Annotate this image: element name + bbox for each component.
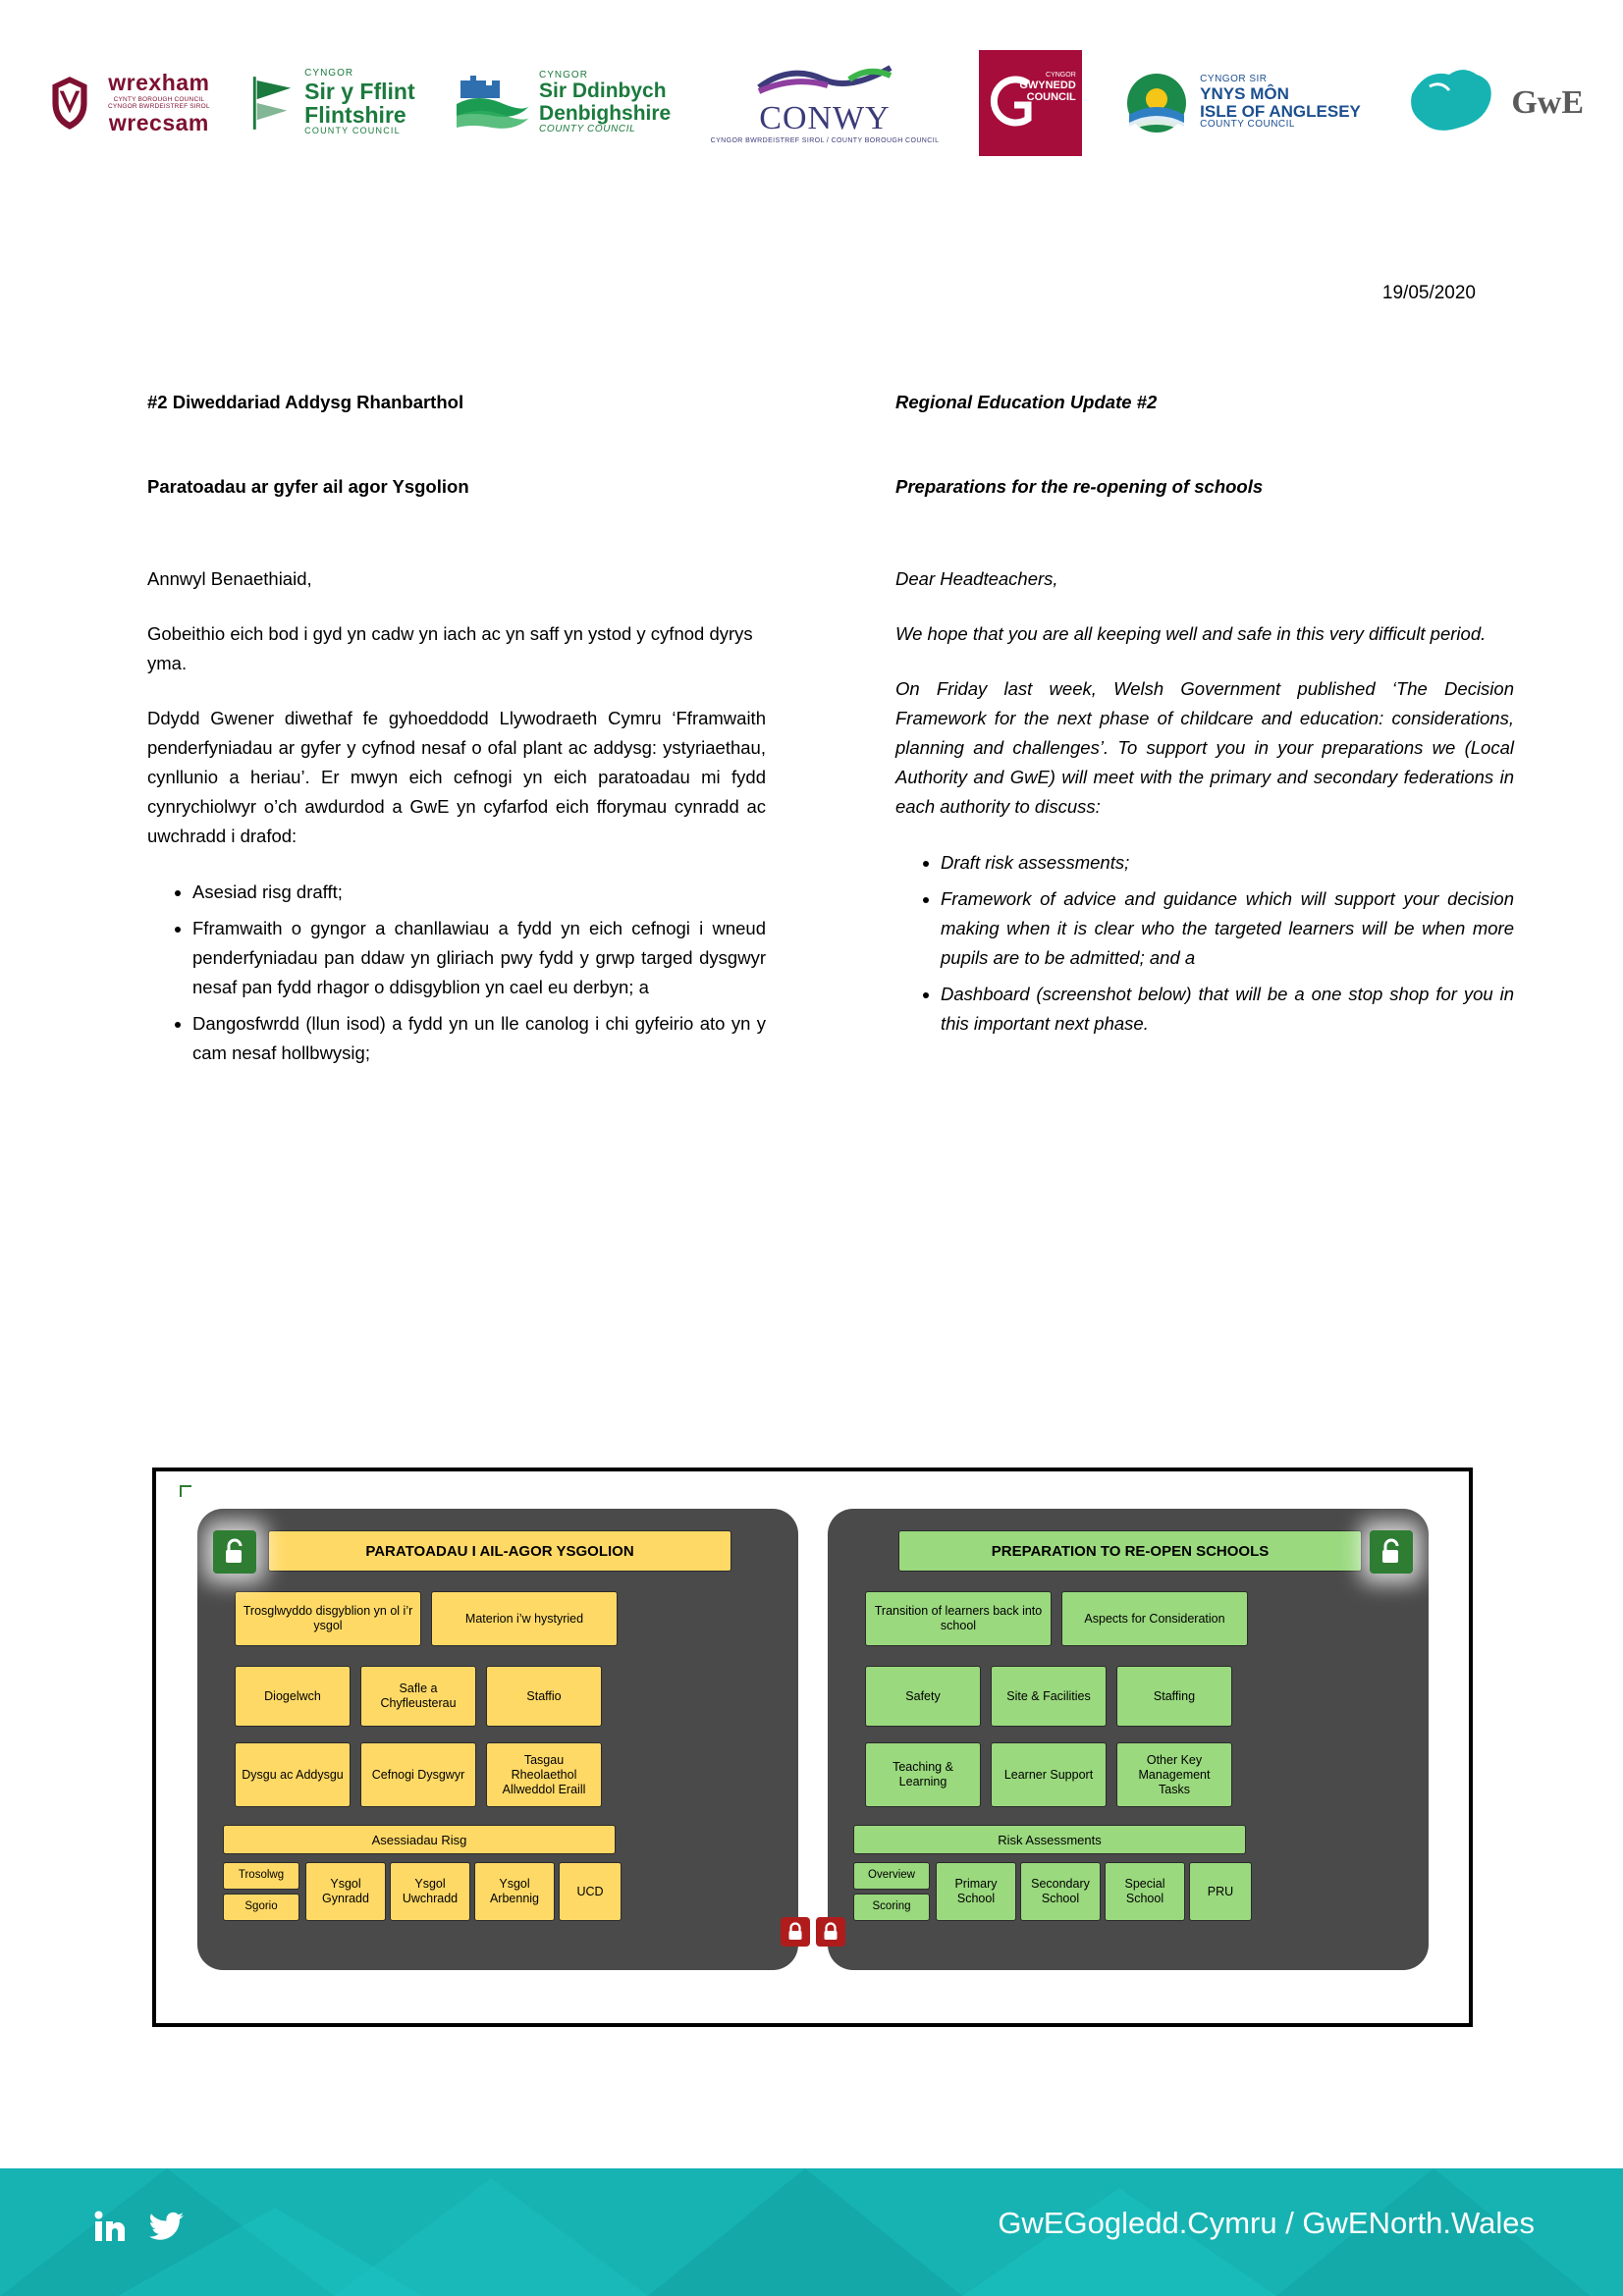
tile-pru-en[interactable]: PRU	[1189, 1862, 1252, 1921]
welsh-bullet-list	[147, 877, 766, 1068]
welsh-salutation: Annwyl Benaethiaid,	[147, 567, 312, 589]
wrexham-sub-cy: CYNGOR BWRDEISTREF SIROL	[108, 102, 210, 110]
tile-considerations-en[interactable]: Aspects for Consideration	[1061, 1591, 1248, 1646]
wrexham-name-en: wrecsam	[108, 109, 209, 135]
twitter-bird-glyph-icon	[148, 2210, 186, 2243]
letter-date: 19/05/2020	[1381, 283, 1476, 303]
english-bullet-list	[895, 847, 1514, 1039]
english-panel-title: PREPARATION TO RE-OPEN SCHOOLS	[898, 1530, 1362, 1572]
unlocked-padlock-glyph-icon	[222, 1538, 247, 1566]
denbighshire-cyngor: CYNGOR	[539, 69, 588, 80]
tile-secondary-cy[interactable]: Ysgol Uwchradd	[390, 1862, 470, 1921]
english-para-1: We hope that you are all keeping well and safe in this very difficult period.	[895, 622, 1487, 644]
list-item: • Asesiad risg drafft;	[192, 877, 766, 907]
tile-transition-cy[interactable]: Trosglwyddo disgyblion yn ol i’r ysgol	[235, 1591, 421, 1646]
locked-padlock-icon-english[interactable]	[816, 1917, 845, 1947]
flintshire-name-cy: Sir y Fflint	[304, 78, 415, 104]
flintshire-flag-icon	[249, 75, 297, 132]
tile-teaching-learning-cy[interactable]: Dysgu ac Addysgu	[235, 1742, 351, 1807]
twitter-icon[interactable]	[148, 2210, 186, 2243]
tile-secondary-en[interactable]: Secondary School	[1020, 1862, 1101, 1921]
anglesey-sun-icon	[1121, 70, 1192, 136]
list-item: • Framework of advice and guidance which will support your decision making when it is clear who the targeted learners will be when more pupils are to be admitted; and a	[941, 883, 1514, 973]
tile-scoring-cy[interactable]: Sgorio	[223, 1894, 299, 1921]
list-item: • Dashboard (screenshot below) that will be a one stop shop for you in this important next phase.	[941, 979, 1514, 1039]
tile-staffing-en[interactable]: Staffing	[1116, 1666, 1232, 1727]
footer-social-links	[93, 2210, 186, 2243]
denbighshire-name-en: Denbighshire	[539, 101, 672, 125]
tile-site-facilities-cy[interactable]: Safle a Chyfleusterau	[360, 1666, 476, 1727]
logo-denbighshire	[455, 71, 671, 134]
footer-website: GwEGogledd.Cymru / GwENorth.Wales	[998, 2206, 1535, 2240]
dashboard-panel-welsh	[197, 1509, 798, 1970]
anglesey-cyngor: CYNGOR SIR	[1200, 74, 1268, 85]
page-footer	[0, 2168, 1623, 2296]
anglesey-name-cy: YNYS MÔN	[1200, 83, 1289, 103]
welsh-subtitle: Paratoadau ar gyfer ail agor Ysgolion	[147, 475, 469, 497]
denbighshire-sub: COUNTY COUNCIL	[539, 123, 636, 134]
welsh-title: #2 Diweddariad Addysg Rhanbarthol	[147, 392, 464, 412]
letter-column-welsh	[147, 388, 766, 1074]
anglesey-sub: COUNTY COUNCIL	[1200, 119, 1295, 131]
wrexham-name-cy: wrexham	[108, 69, 210, 95]
tile-other-tasks-cy[interactable]: Tasgau Rheolaethol Allweddol Eraill	[486, 1742, 602, 1807]
gwynedd-cyngor: CYNGOR	[1046, 71, 1076, 79]
tile-pru-cy[interactable]: UCD	[559, 1862, 622, 1921]
gwynedd-g-icon	[981, 66, 1050, 144]
tile-transition-en[interactable]: Transition of learners back into school	[865, 1591, 1052, 1646]
tile-considerations-cy[interactable]: Materion i’w hystyried	[431, 1591, 618, 1646]
flintshire-name-en: Flintshire	[304, 102, 406, 129]
list-item: • Draft risk assessments;	[941, 847, 1514, 878]
wrexham-crest-icon	[39, 73, 100, 133]
letter-column-english	[895, 388, 1514, 1044]
tile-other-tasks-en[interactable]: Other Key Management Tasks	[1116, 1742, 1232, 1807]
conwy-sub: CYNGOR BWRDEISTREF SIROL / COUNTY BOROUGH COUNCIL	[710, 136, 940, 144]
logo-wrexham	[39, 70, 210, 136]
english-title: Regional Education Update #2	[895, 392, 1158, 412]
denbighshire-name-cy: Sir Ddinbych	[539, 80, 667, 103]
list-item: • Fframwaith o gyngor a chanllawiau a fydd yn eich cefnogi i wneud penderfyniadau pan ddaw yn gliriach pwy fydd y grwp targed dysgwyr nesaf pan fydd rhagor o ddisgyblion yn cael eu derbyn; a	[192, 913, 766, 1002]
dashboard-screenshot	[152, 1468, 1473, 2027]
welsh-para-2: Ddydd Gwener diwethaf fe gyhoeddodd Llywodraeth Cymru ‘Fframwaith penderfyniadau ar gyfer y cyfnod nesaf o ofal plant ac addysg: ystyriaethau, cynllunio a heriau’. Er mwyn eich cefnogi yn eich paratoadau mi fydd cynrychiolwyr o’ch awdurdod a GwE yn cyfarfod eich fforymau cynradd ac uwchradd i drafod:	[147, 707, 766, 846]
ruler-mark-icon	[180, 1485, 191, 1497]
gwe-map-icon	[1400, 59, 1503, 147]
welsh-panel-title: PARATOADAU I AIL-AGOR YSGOLION	[268, 1530, 731, 1572]
tile-overview-en[interactable]: Overview	[853, 1862, 930, 1890]
gwynedd-sub: COUNCIL	[1026, 91, 1076, 104]
bar-risk-assessments-en[interactable]: Risk Assessments	[853, 1825, 1246, 1854]
conwy-waves-icon	[751, 62, 898, 95]
conwy-name: CONWY	[759, 99, 891, 136]
logo-flintshire	[249, 69, 414, 135]
tile-scoring-en[interactable]: Scoring	[853, 1894, 930, 1921]
english-salutation: Dear Headteachers,	[895, 567, 1058, 589]
logo-conwy	[711, 62, 940, 144]
unlocked-padlock-glyph-icon	[1379, 1538, 1404, 1566]
unlocked-padlock-icon-english[interactable]	[1370, 1530, 1413, 1574]
tile-learner-support-cy[interactable]: Cefnogi Dysgwyr	[360, 1742, 476, 1807]
wrexham-sub-en: CYNTY BOROUGH COUNCIL	[113, 95, 205, 103]
gwe-name: GwE	[1511, 83, 1584, 121]
tile-safety-en[interactable]: Safety	[865, 1666, 981, 1727]
locked-padlock-glyph-icon	[786, 1922, 804, 1942]
tile-teaching-learning-en[interactable]: Teaching & Learning	[865, 1742, 981, 1807]
tile-special-en[interactable]: Special School	[1105, 1862, 1185, 1921]
unlocked-padlock-icon-welsh[interactable]	[213, 1530, 256, 1574]
tile-overview-cy[interactable]: Trosolwg	[223, 1862, 299, 1890]
flintshire-cyngor: CYNGOR	[304, 68, 354, 80]
tile-learner-support-en[interactable]: Learner Support	[991, 1742, 1107, 1807]
logo-gwynedd	[979, 50, 1082, 156]
tile-primary-en[interactable]: Primary School	[936, 1862, 1016, 1921]
anglesey-name-en: ISLE OF ANGLESEY	[1200, 101, 1361, 121]
bar-risk-assessments-cy[interactable]: Asessiadau Risg	[223, 1825, 616, 1854]
logo-anglesey	[1121, 70, 1361, 136]
dashboard-panel-english	[828, 1509, 1429, 1970]
english-subtitle: Preparations for the re-opening of schools	[895, 475, 1264, 497]
locked-padlock-glyph-icon	[822, 1922, 839, 1942]
list-item: • Dangosfwrdd (llun isod) a fydd yn un lle canolog i chi gyfeirio ato yn y cam nesaf hollbwysig;	[192, 1008, 766, 1068]
denbighshire-castle-icon	[455, 73, 531, 133]
tile-special-cy[interactable]: Ysgol Arbennig	[474, 1862, 555, 1921]
gwynedd-name: GWYNEDD	[1019, 79, 1076, 91]
flintshire-sub: COUNTY COUNCIL	[304, 126, 401, 136]
tile-staffing-cy[interactable]: Staffio	[486, 1666, 602, 1727]
tile-primary-cy[interactable]: Ysgol Gynradd	[305, 1862, 386, 1921]
english-para-2: On Friday last week, Welsh Government published ‘The Decision Framework for the next phase of childcare and education: considerations, planning and challenges’. To support you in your preparations we (Local Authority and GwE) will meet with the primary and secondary federations in each authority to discuss:	[895, 677, 1514, 817]
linkedin-glyph-icon	[93, 2210, 127, 2243]
linkedin-icon[interactable]	[93, 2210, 127, 2243]
logo-gwe	[1400, 59, 1584, 147]
tile-site-facilities-en[interactable]: Site & Facilities	[991, 1666, 1107, 1727]
logo-bar	[0, 22, 1623, 184]
locked-padlock-icon-welsh[interactable]	[781, 1917, 810, 1947]
tile-safety-cy[interactable]: Diogelwch	[235, 1666, 351, 1727]
welsh-para-1: Gobeithio eich bod i gyd yn cadw yn iach ac yn saff yn ystod y cyfnod dyrys yma.	[147, 622, 753, 673]
